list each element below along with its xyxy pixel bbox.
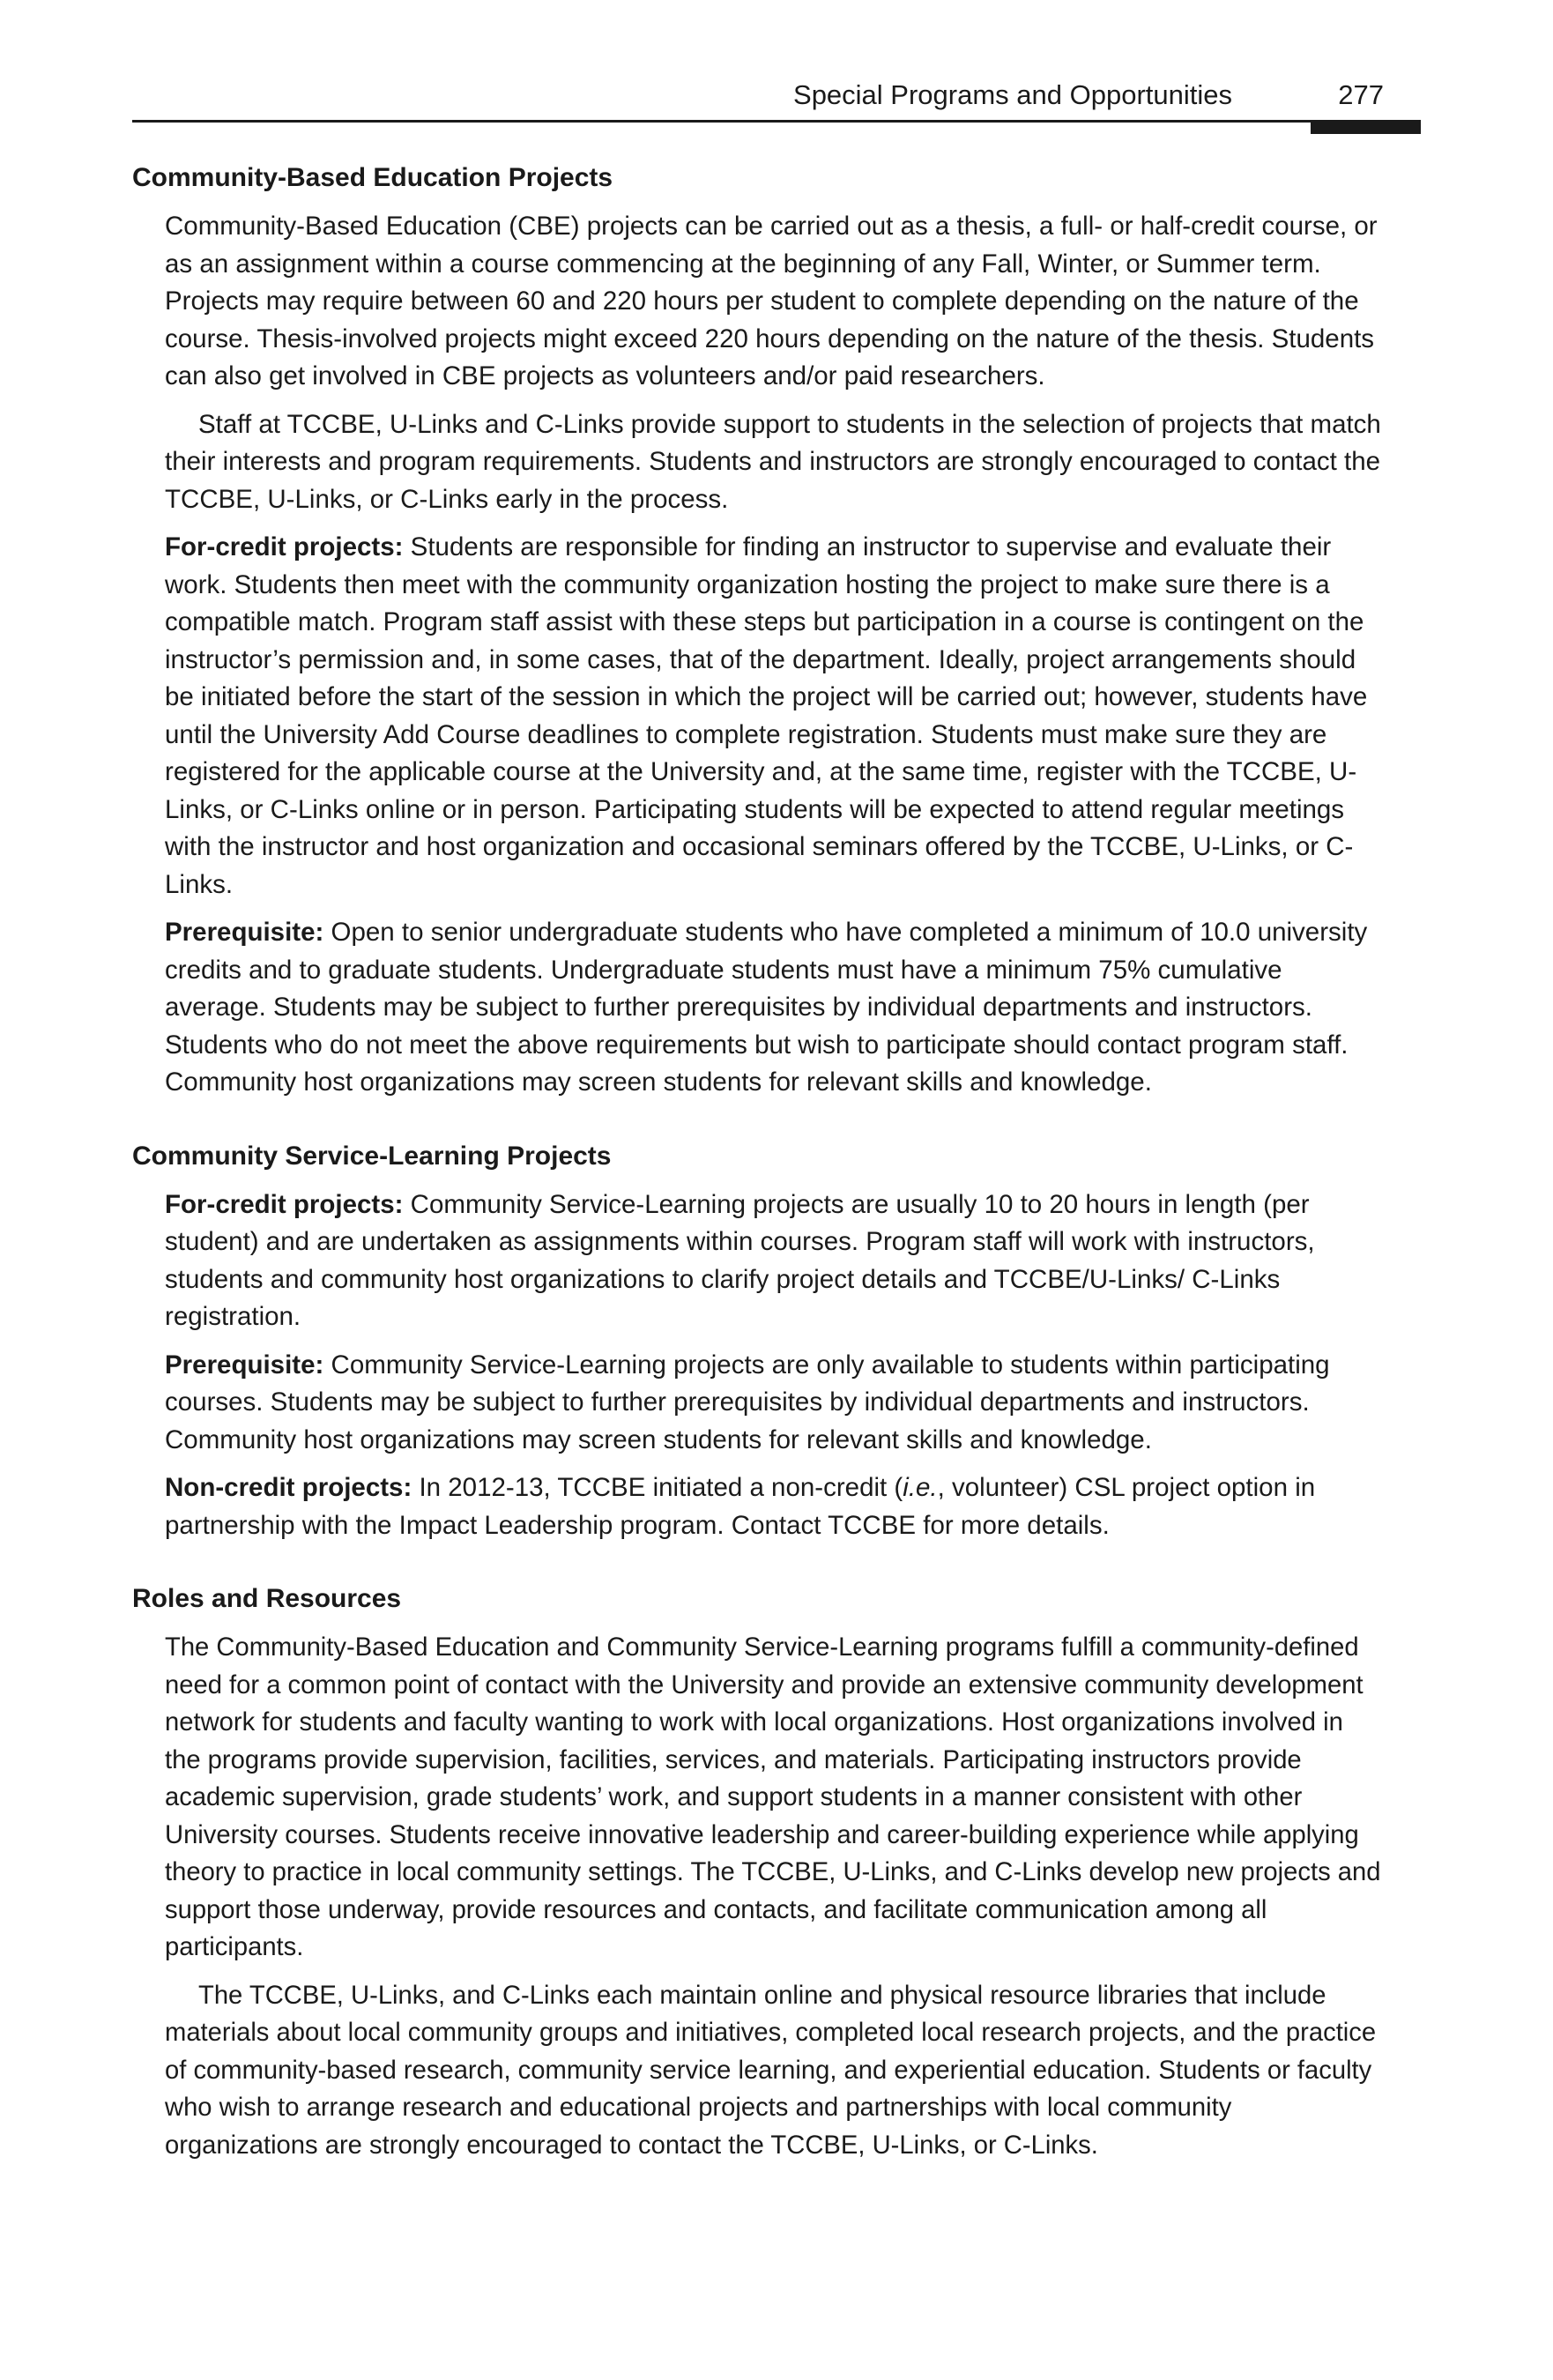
paragraph-lead: Prerequisite: xyxy=(165,918,324,947)
section-roles-and-resources xyxy=(132,1581,1421,2164)
paragraph-resource-libraries xyxy=(165,1977,1386,2165)
paragraph-lead: Non-credit projects: xyxy=(165,1473,412,1502)
paragraph-csl-prerequisite xyxy=(165,1347,1386,1460)
section-community-service-learning xyxy=(132,1139,1421,1545)
running-header xyxy=(132,78,1421,125)
paragraph-text: Community Service-Learning projects are only available to students within participating courses. Students may be subject to further prerequisites by individual departments and instructors. Community host organizations may screen students for relevant skills and knowledge. xyxy=(165,1350,1330,1454)
header-tab-bar xyxy=(1311,120,1421,134)
paragraph-roles-overview xyxy=(165,1629,1386,1967)
paragraph-cbe-prerequisite xyxy=(165,914,1386,1102)
section-community-based-education xyxy=(132,160,1421,1102)
paragraph-lead: For-credit projects: xyxy=(165,1189,404,1219)
paragraph-text: Students are responsible for finding an instructor to supervise and evaluate their work. Students then meet with the community organization hosting the project to make sure there is a compatible match. Program staff assist with these steps but participation in a course is contingent on the instructor’s permission and, in some cases, that of the department. Ideally, project arrangements should be initiated before the start of the session in which the project will be carried out; however, students have until the University Add Course deadlines to complete registration. Students must make sure they are registered for the applicable course at the University and, at the same time, register with the TCCBE, U-Links, or C-Links online or in person. Participating students will be expected to attend regular meetings with the instructor and host organization and occasional seminars offered by the TCCBE, U-Links, or C-Links. xyxy=(165,532,1368,899)
paragraph-text: Open to senior undergraduate students who have completed a minimum of 10.0 university credits and to graduate students. Undergraduate students must have a minimum 75% cumulative average. Students may be subject to further prerequisites by individual departments and instructors. Students who do not meet the above requirements but wish to participate should contact program staff. Community host organizations may screen students for relevant skills and knowledge. xyxy=(165,918,1368,1097)
section-heading: Community Service-Learning Projects xyxy=(132,1141,612,1171)
paragraph-staff-support xyxy=(165,406,1386,519)
paragraph-cbe-overview xyxy=(165,208,1386,396)
paragraph-lead: For-credit projects: xyxy=(165,532,404,562)
running-header-title: Special Programs and Opportunities xyxy=(793,79,1232,110)
section-heading: Community-Based Education Projects xyxy=(132,163,613,192)
paragraph-italic: i.e. xyxy=(903,1473,938,1502)
page-number: 277 xyxy=(1338,79,1384,110)
paragraph-text: Community-Based Education (CBE) projects can be carried out as a thesis, a full- or half-credit course, or as an assignment within a course commencing at the beginning of any Fall, Winter, or Summer term. Projects may require between 60 and 220 hours per student to complete depending on the nature of the course. Thesis-involved projects might exceed 220 hours depending on the nature of the thesis. Students can also get involved in CBE projects as volunteers and/or paid researchers. xyxy=(165,212,1378,390)
paragraph-csl-non-credit xyxy=(165,1469,1386,1544)
paragraph-cbe-for-credit xyxy=(165,529,1386,904)
paragraph-csl-for-credit xyxy=(165,1186,1386,1336)
paragraph-text: Staff at TCCBE, U-Links and C-Links provide support to students in the selection of projects that match their interests and program requirements. Students and instructors are strongly encouraged to contact the TCCBE, U-Links, or C-Links early in the process. xyxy=(165,409,1381,514)
paragraph-text: In 2012-13, TCCBE initiated a non-credit ( xyxy=(412,1473,903,1502)
paragraph-text: , volunteer) CSL project option in partnership with the Impact Leadership program. Contact TCCBE for more details. xyxy=(165,1473,1316,1540)
header-rule xyxy=(132,120,1421,123)
paragraph-text: Community Service-Learning projects are usually 10 to 20 hours in length (per student) and are undertaken as assignments within courses. Program staff will work with instructors, students and community host organizations to clarify project details and TCCBE/U-Links/ C-Links registration. xyxy=(165,1189,1315,1331)
paragraph-lead: Prerequisite: xyxy=(165,1350,324,1380)
paragraph-text: The Community-Based Education and Community Service-Learning programs fulfill a community-defined need for a common point of contact with the University and provide an extensive community development network for students and faculty wanting to work with local organizations. Host organizations involved in the programs provide supervision, facilities, services, and materials. Participating instructors provide academic supervision, grade students’ work, and support students in a manner consistent with other University courses. Students receive innovative leadership and career-building experience while applying theory to practice in local community settings. The TCCBE, U-Links, and C-Links develop new projects and support those underway, provide resources and contacts, and facilitate communication among all participants. xyxy=(165,1633,1381,1961)
paragraph-text: The TCCBE, U-Links, and C-Links each maintain online and physical resource libraries that include materials about local community groups and initiatives, completed local research projects, and the practice of community-based research, community service learning, and experiential education. Students or faculty who wish to arrange research and educational projects and partnerships with local community organizations are strongly encouraged to contact the TCCBE, U-Links, or C-Links. xyxy=(165,1981,1377,2160)
section-heading: Roles and Resources xyxy=(132,1584,402,1613)
page-body xyxy=(132,160,1421,2201)
